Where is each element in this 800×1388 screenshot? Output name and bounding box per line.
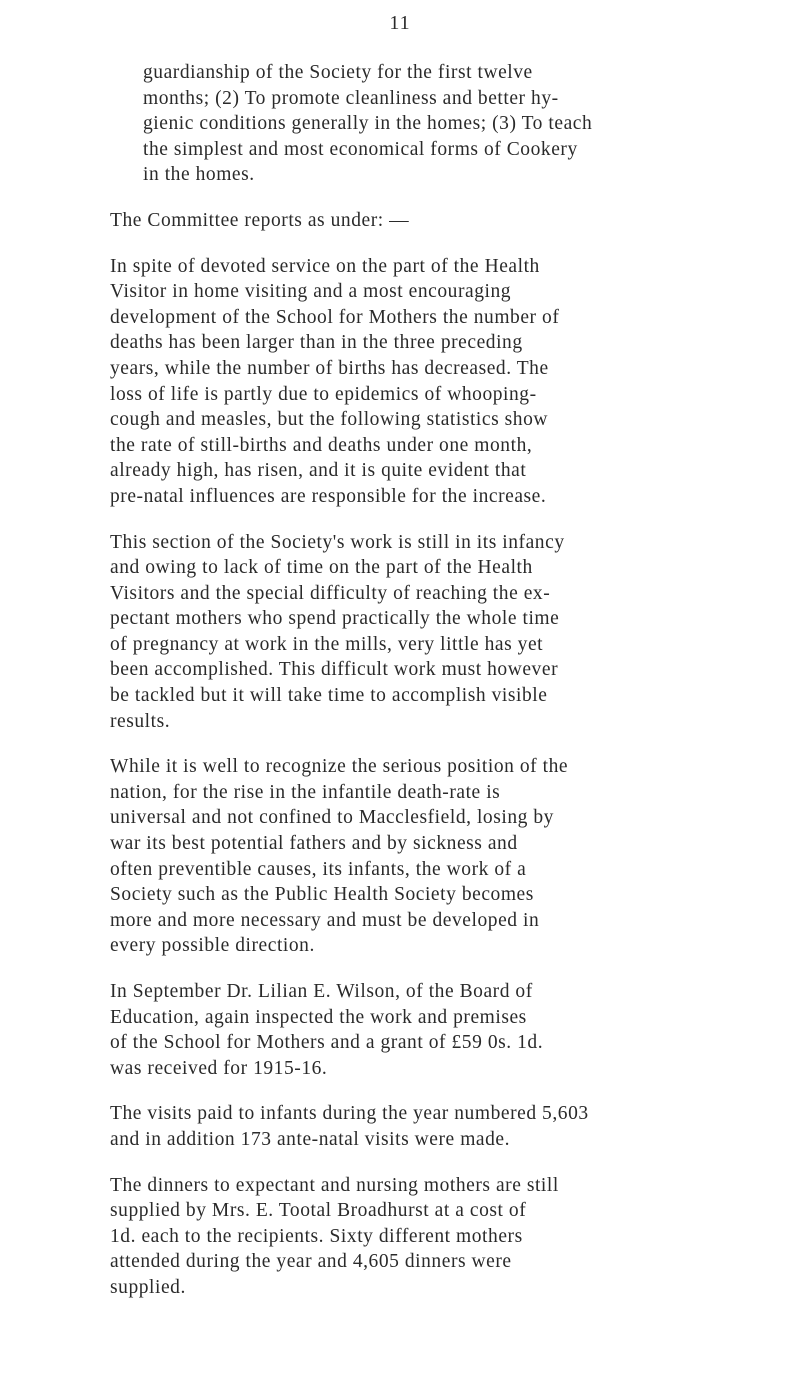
- text-line: years, while the number of births has decreased. The: [110, 357, 549, 379]
- text-line: the simplest and most economical forms of Cookery: [143, 138, 578, 160]
- paragraph-committee-reports: [0, 208, 710, 234]
- text-line: nation, for the rise in the infantile death-rate is: [110, 781, 501, 803]
- text-line: supplied.: [110, 1276, 186, 1298]
- text-line: pectant mothers who spend practically the whole time: [110, 608, 560, 630]
- text-line: in the homes.: [143, 164, 255, 186]
- text-line: In spite of devoted service on the part of the Health: [110, 255, 540, 277]
- text-line: The visits paid to infants during the year numbered 5,603: [110, 1103, 589, 1125]
- paragraph-health-visitor: [0, 254, 710, 510]
- text-line: Visitor in home visiting and a most encouraging: [110, 281, 512, 303]
- paragraph-inspection: [0, 979, 710, 1081]
- text-line: results.: [110, 710, 171, 732]
- text-line: of the School for Mothers and a grant of £59 0s. 1d.: [110, 1032, 544, 1054]
- text-line: months; (2) To promote cleanliness and better hy-: [143, 87, 559, 109]
- text-line: and owing to lack of time on the part of the Health: [110, 557, 533, 579]
- text-line: This section of the Society's work is still in its infancy: [110, 531, 565, 553]
- paragraph-dinners: [0, 1173, 710, 1301]
- page-number: 11: [389, 12, 411, 34]
- text-line: Education, again inspected the work and premises: [110, 1006, 527, 1028]
- text-line: Society such as the Public Health Society becomes: [110, 884, 534, 906]
- text-line: The dinners to expectant and nursing mothers are still: [110, 1174, 559, 1196]
- text-line: loss of life is partly due to epidemics of whooping-: [110, 383, 537, 405]
- text-line: the rate of still-births and deaths under one month,: [110, 434, 533, 456]
- text-line: more and more necessary and must be developed in: [110, 909, 540, 931]
- text-line: cough and measles, but the following statistics show: [110, 409, 549, 431]
- text-line: gienic conditions generally in the homes; (3) To teach: [143, 113, 593, 135]
- text-line: pre-natal influences are responsible for the increase.: [110, 485, 547, 507]
- text-line: development of the School for Mothers the number of: [110, 306, 560, 328]
- text-line: Visitors and the special difficulty of reaching the ex-: [110, 582, 551, 604]
- paragraph-section-infancy: [0, 530, 710, 735]
- text-line: of pregnancy at work in the mills, very little has yet: [110, 633, 544, 655]
- text-line: 1d. each to the recipients. Sixty different mothers: [110, 1225, 523, 1247]
- text-line: deaths has been larger than in the three preceding: [110, 332, 523, 354]
- paragraph-visits: [0, 1101, 710, 1152]
- paragraph-intro-continuation: [0, 60, 710, 188]
- text-line: While it is well to recognize the serious position of the: [110, 756, 569, 778]
- text-line: universal and not confined to Macclesfield, losing by: [110, 807, 554, 829]
- text-line: and in addition 173 ante-natal visits were made.: [110, 1128, 511, 1150]
- text-line: be tackled but it will take time to accomplish visible: [110, 685, 548, 707]
- document-body: [0, 60, 800, 1321]
- paragraph-national-position: [0, 754, 710, 959]
- text-line: been accomplished. This difficult work must however: [110, 659, 559, 681]
- text-line: The Committee reports as under: —: [110, 209, 410, 231]
- text-line: war its best potential fathers and by sickness and: [110, 833, 518, 855]
- text-line: attended during the year and 4,605 dinners were: [110, 1251, 512, 1273]
- text-line: guardianship of the Society for the first twelve: [143, 62, 533, 83]
- text-line: often preventible causes, its infants, the work of a: [110, 858, 527, 880]
- text-line: was received for 1915-16.: [110, 1057, 328, 1079]
- text-line: every possible direction.: [110, 935, 315, 957]
- text-line: supplied by Mrs. E. Tootal Broadhurst at a cost of: [110, 1200, 527, 1222]
- text-line: In September Dr. Lilian E. Wilson, of the Board of: [110, 981, 533, 1002]
- text-line: already high, has risen, and it is quite evident that: [110, 460, 527, 482]
